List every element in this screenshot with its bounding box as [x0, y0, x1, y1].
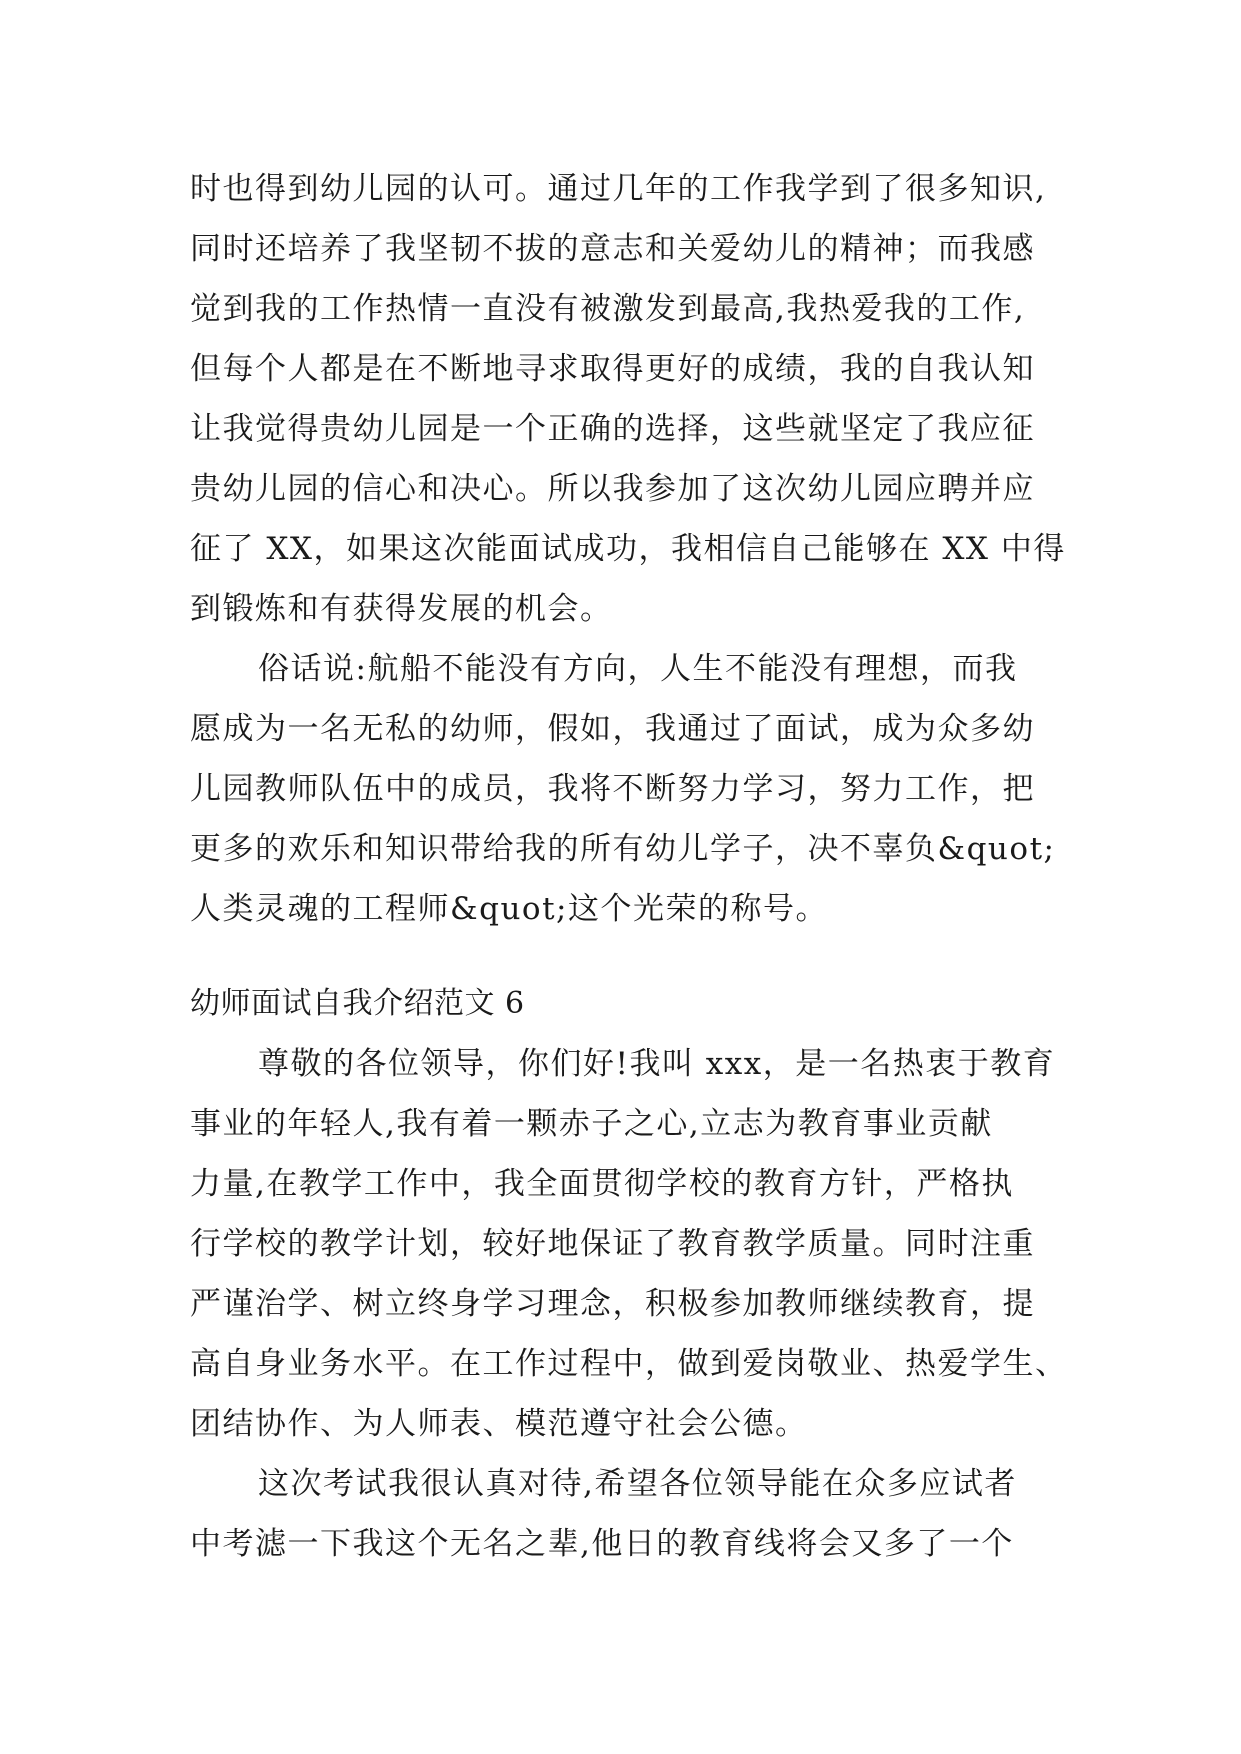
text-line: 这次考试我很认真对待,希望各位领导能在众多应试者 [258, 1466, 1017, 1502]
text-line: 更多的欢乐和知识带给我的所有幼儿学子，决不辜负&quot; [190, 831, 1056, 867]
text-line: 事业的年轻人,我有着一颗赤子之心,立志为教育事业贡献 [190, 1106, 993, 1142]
text-line: 严谨治学、树立终身学习理念，积极参加教师继续教育，提 [190, 1286, 1035, 1322]
text-line: 时也得到幼儿园的认可。通过几年的工作我学到了很多知识, [190, 171, 1047, 207]
text-line: 觉到我的工作热情一直没有被激发到最高,我热爱我的工作, [190, 291, 1026, 327]
text-line: 让我觉得贵幼儿园是一个正确的选择，这些就坚定了我应征 [190, 411, 1035, 447]
text-line: 俗话说:航船不能没有方向，人生不能没有理想，而我 [258, 651, 1018, 687]
text-line: 尊敬的各位领导，你们好!我叫 xxx，是一名热衷于教育 [258, 1046, 1056, 1082]
text-line: 征了 XX，如果这次能面试成功，我相信自己能够在 XX 中得 [190, 531, 1066, 567]
text-line: 高自身业务水平。在工作过程中，做到爱岗敬业、热爱学生、 [190, 1346, 1068, 1382]
text-line: 中考滤一下我这个无名之辈,他日的教育线将会又多了一个 [190, 1526, 1014, 1562]
text-line: 贵幼儿园的信心和决心。所以我参加了这次幼儿园应聘并应 [190, 471, 1035, 507]
text-line: 行学校的教学计划，较好地保证了教育教学质量。同时注重 [190, 1226, 1035, 1262]
text-line: 到锻炼和有获得发展的机会。 [190, 591, 613, 627]
text-line: 愿成为一名无私的幼师，假如，我通过了面试，成为众多幼 [190, 711, 1035, 747]
section-heading: 幼师面试自我介绍范文 6 [190, 986, 525, 1021]
text-line: 人类灵魂的工程师&quot;这个光荣的称号。 [190, 891, 828, 927]
text-line: 团结协作、为人师表、模范遵守社会公德。 [190, 1406, 808, 1442]
text-line: 力量,在教学工作中，我全面贯彻学校的教育方针，严格执 [190, 1166, 1014, 1202]
text-line: 儿园教师队伍中的成员，我将不断努力学习，努力工作，把 [190, 771, 1035, 807]
text-line: 但每个人都是在不断地寻求取得更好的成绩，我的自我认知 [190, 351, 1035, 387]
text-line: 同时还培养了我坚韧不拔的意志和关爱幼儿的精神；而我感 [190, 231, 1035, 267]
